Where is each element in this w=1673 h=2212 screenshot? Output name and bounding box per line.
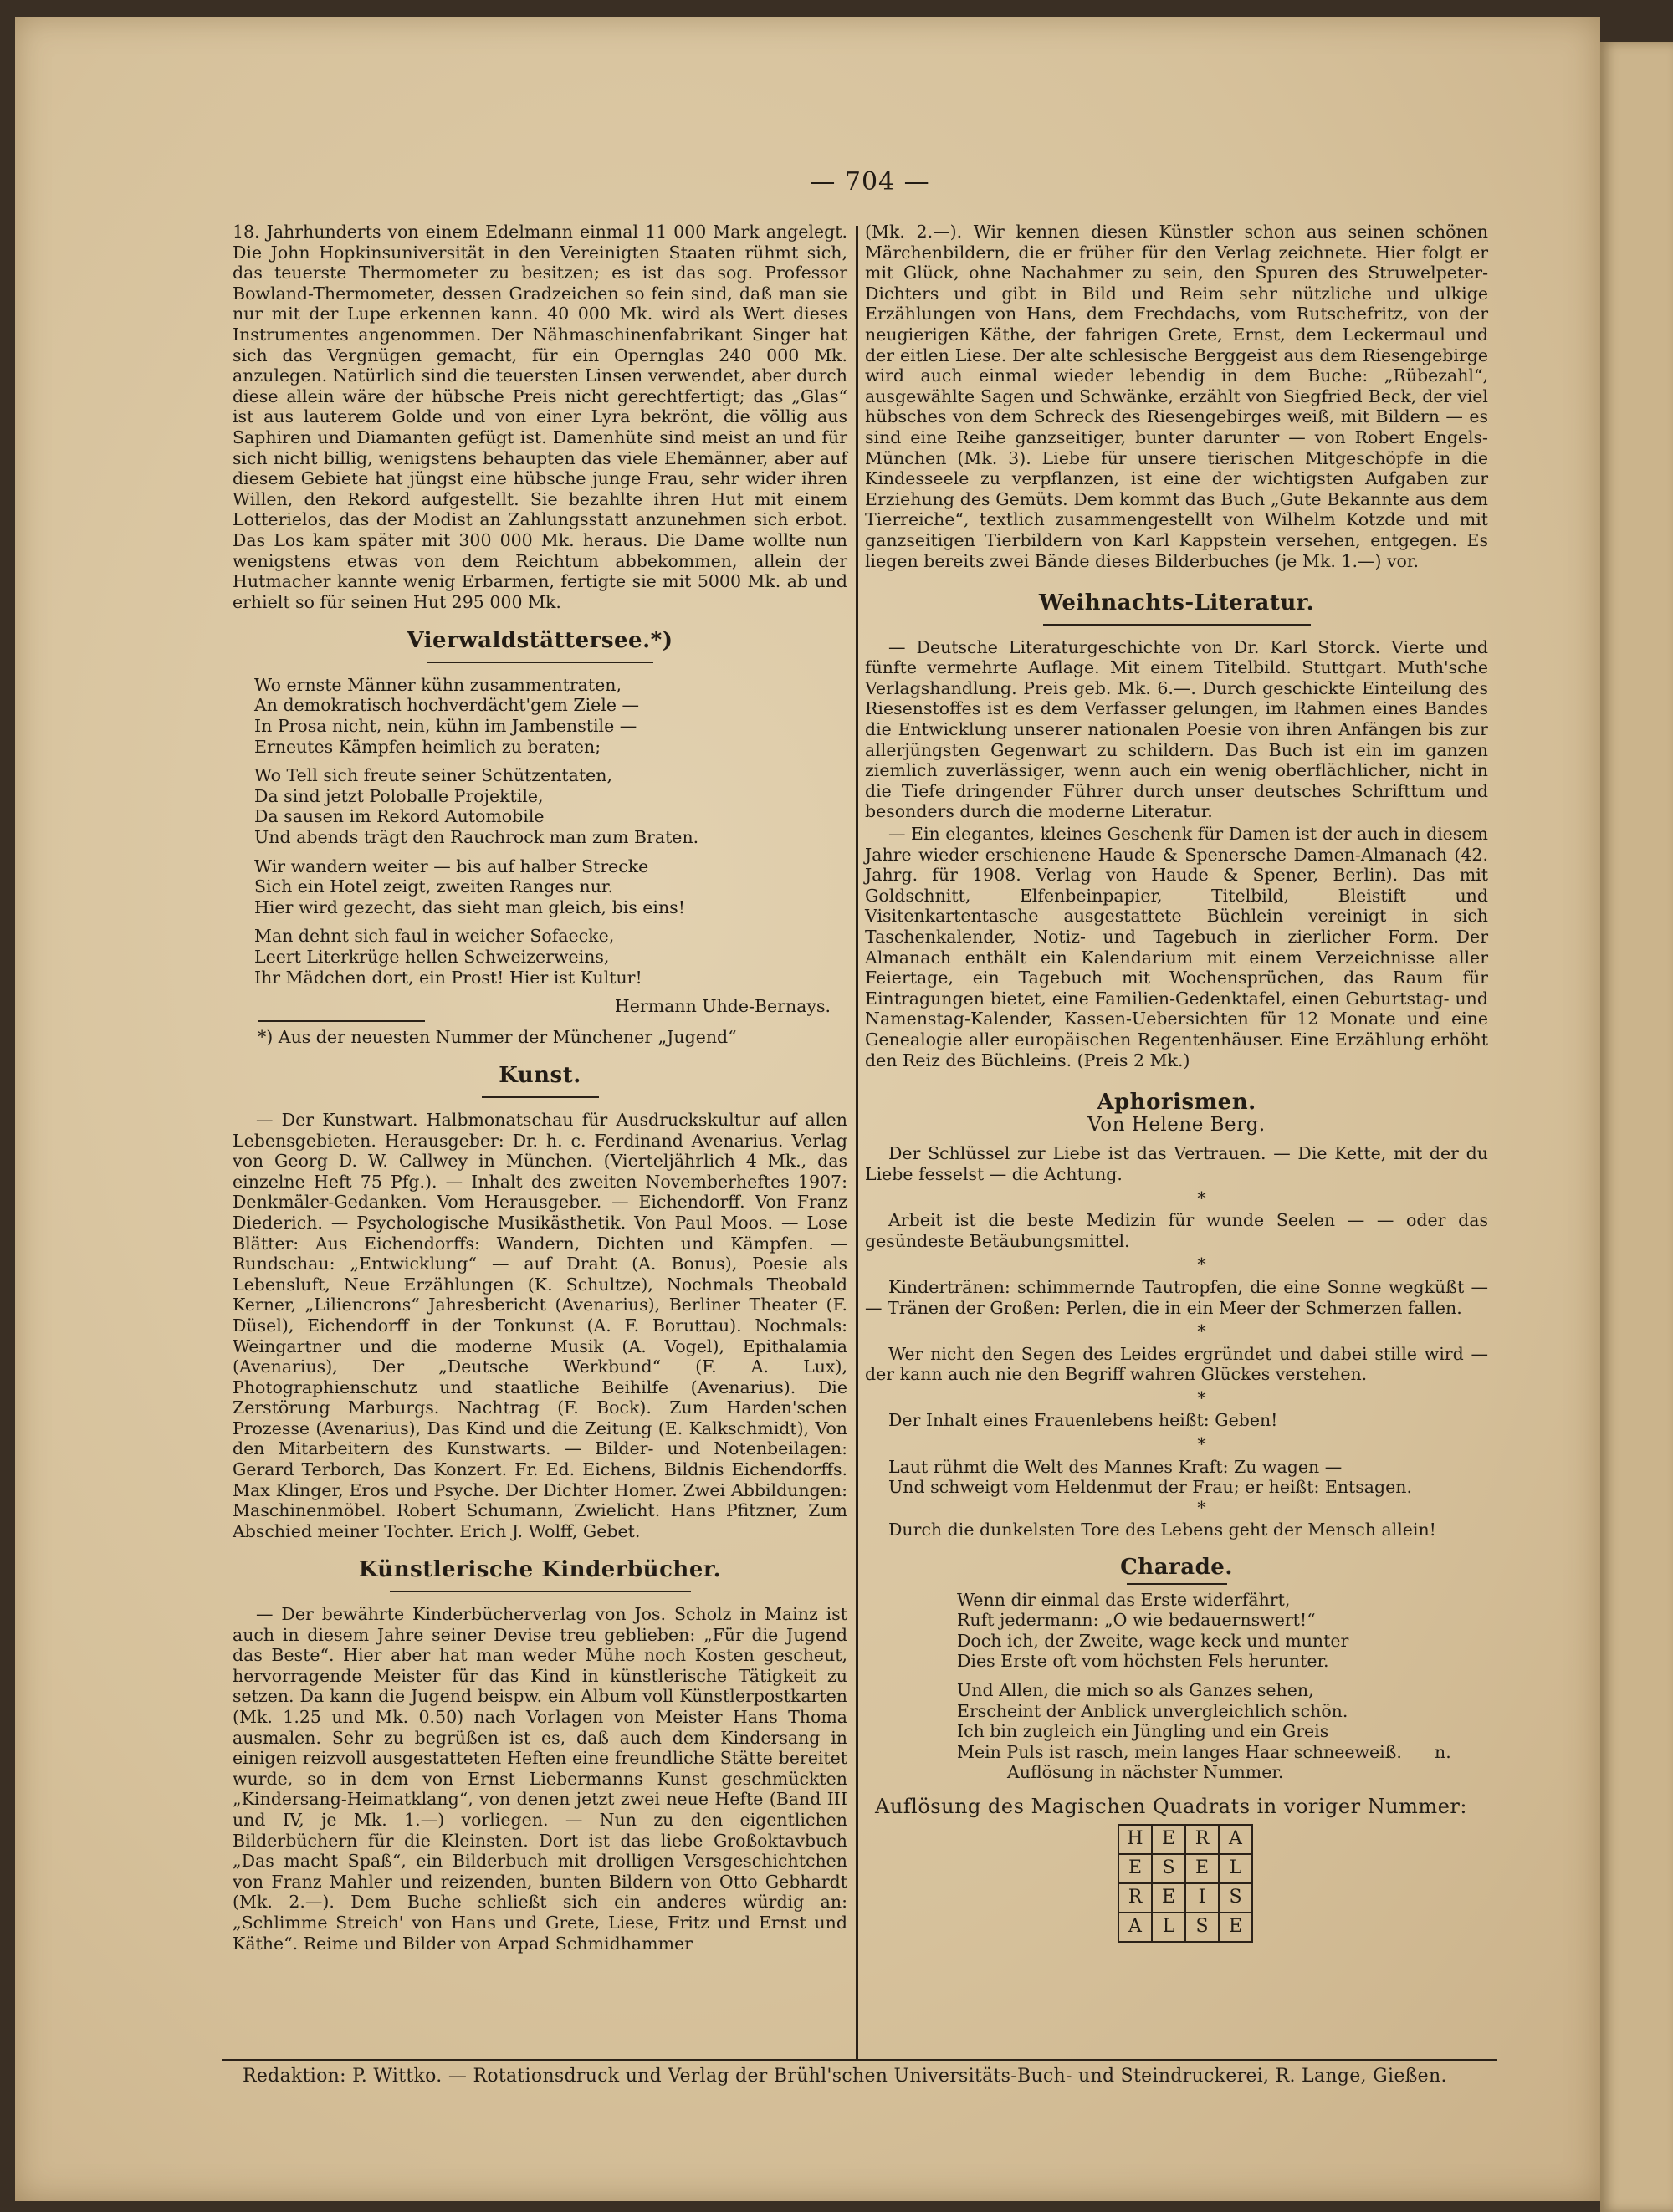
adjacent-page-edge xyxy=(1600,42,1673,2212)
couplet-line: Und schweigt vom Heldenmut der Frau; er heißt: Entsagen. xyxy=(888,1477,1412,1498)
separator-star: * xyxy=(1197,1254,1206,1275)
aphorism: Arbeit ist die beste Medizin für wunde Seelen — — oder das gesündeste Betäubungsmittel. xyxy=(865,1210,1488,1251)
poem-line: Und abends trägt den Rauchrock man zum Braten. xyxy=(254,827,699,848)
poem-author: Hermann Uhde-Bernays. xyxy=(614,996,831,1017)
magic-square-table xyxy=(1118,1824,1253,1943)
charade-line: Erscheint der Anblick unvergleichlich schön. xyxy=(957,1700,1348,1721)
left-column xyxy=(233,222,847,1955)
poem-line: Wir wandern weiter — bis auf halber Strecke xyxy=(254,856,649,876)
square-cell: E xyxy=(1185,1854,1219,1883)
separator-star: * xyxy=(1197,1188,1206,1208)
square-cell: S xyxy=(1219,1883,1252,1913)
weihnachts-title: Weihnachts-Literatur. xyxy=(1038,590,1315,616)
poem-stanza xyxy=(254,856,847,918)
charade-line: Mein Puls ist rasch, mein langes Haar schneeweiß. n. xyxy=(957,1741,1451,1762)
magic-square-title: Auflösung des Magischen Quadrats in voriger Nummer: xyxy=(875,1794,1467,1818)
poem-title: Vierwaldstättersee.*) xyxy=(407,628,673,654)
footnote: *) Aus der neuesten Nummer der Münchener „Jugend“ xyxy=(258,1026,737,1047)
charade-line: Ruft jedermann: „O wie bedauernswert!“ xyxy=(957,1610,1316,1631)
charade-title: Charade. xyxy=(1120,1555,1233,1581)
square-cell: E xyxy=(1152,1883,1185,1913)
poem-line: Erneutes Kämpfen heimlich zu beraten; xyxy=(254,736,601,757)
poem-line: Sich ein Hotel zeigt, zweiten Ranges nur. xyxy=(254,876,613,897)
column-divider xyxy=(856,226,858,2061)
charade-solution-note: Auflösung in nächster Nummer. xyxy=(1007,1762,1284,1783)
poem-line: Wo ernste Männer kühn zusammentraten, xyxy=(254,674,622,695)
footer-rule xyxy=(222,2059,1497,2061)
poem-line: Ihr Mädchen dort, ein Prost! Hier ist Kultur! xyxy=(254,967,642,988)
aphorismen-author: Von Helene Berg. xyxy=(1087,1113,1266,1136)
charade-line: Ich bin zugleich ein Jüngling und ein Greis xyxy=(957,1721,1329,1742)
charade-line: Und Allen, die mich so als Ganzes sehen, xyxy=(957,1680,1314,1700)
footnote-rule xyxy=(258,1020,425,1022)
weihnachts-article-1: — Deutsche Literaturgeschichte von Dr. Karl Storck. Vierte und fünfte vermehrte Auflage. Mit einem Titelbild. Stuttgart. Muth'sche Verlagshandlung. Preis geb. Mk. 6.—. Durch geschickte Einteilung des Riesenstoffes ist es dem Verfasser gelungen, im Rahmen eines Bandes die Entwicklung unserer nationalen Poesie von ihren Anfängen bis zur allerjüngsten Gegenwart zu schildern. Das Buch ist ein im ganzen ziemlich zuverlässiger, wenn auch ein wenig oberflächlicher, nicht in die Tiefe dringender Führer durch unser deutsches Schrifttum und besonders durch die moderne Literatur. xyxy=(865,636,1488,822)
heading-rule xyxy=(482,1096,599,1098)
square-cell: R xyxy=(1118,1883,1152,1913)
heading-rule xyxy=(1043,624,1311,626)
separator-star: * xyxy=(1197,1497,1206,1518)
weihnachts-article-2: — Ein elegantes, kleines Geschenk für Damen ist der auch in diesem Jahre wieder erschienene Haude & Spenersche Damen-Almanach (42. Jahrg. für 1908. Verlag von Haude & Spener, Berlin). Das mit Goldschnitt, Elfenbeinpapier, Titelbild, Bleistift und Visitenkartentasche ausgestattete Büchlein vereinigt in sich Taschenkalender, Notiz- und Tagebuch in zierlicher Form. Der Almanach enthält ein Kalendarium mit einem Verzeichnisse aller Feiertage, ein Tagebuch mit Wochensprüchen, das Raum für Eintragungen bietet, eine Familien-Gedenktafel, einen Geburtstag- und Namenstag-Kalender, Kassen-Uebersichten für 12 Monate und eine Genealogie aller europäischen Regentenhäuser. Eine Erzählung erhöht den Reiz des Büchleins. (Preis 2 Mk.) xyxy=(865,824,1488,1070)
poem-line: Wo Tell sich freute seiner Schützentaten, xyxy=(254,765,612,786)
square-cell: E xyxy=(1152,1825,1185,1854)
square-cell: L xyxy=(1219,1854,1252,1883)
poem-stanza xyxy=(254,926,847,988)
table-row xyxy=(1118,1883,1252,1913)
square-cell: L xyxy=(1152,1913,1185,1942)
poem-stanza xyxy=(254,765,847,847)
square-cell: I xyxy=(1185,1883,1219,1913)
right-column xyxy=(865,222,1488,1943)
poem-stanza xyxy=(254,675,847,757)
heading-rule xyxy=(427,662,653,663)
aphorism: Durch die dunkelsten Tore des Lebens geht der Mensch allein! xyxy=(888,1520,1436,1540)
square-cell: A xyxy=(1219,1825,1252,1854)
page-number: — 704 — xyxy=(810,167,930,197)
charade-poem xyxy=(957,1590,1488,1783)
aphorism: Der Inhalt eines Frauenlebens heißt: Geben! xyxy=(888,1410,1278,1431)
table-row xyxy=(1118,1825,1252,1854)
square-cell: A xyxy=(1118,1913,1152,1942)
kunst-article: — Der Kunstwart. Halbmonatschau für Ausdruckskultur auf allen Lebensgebieten. Herausgeber: Dr. h. c. Ferdinand Avenarius. Verlag von Georg D. W. Callwey in München. (Vierteljährlich 4 Mk., das einzelne Heft 75 Pfg.). — Inhalt des zweiten Novemberheftes 1907: Denkmäler-Gedanken. Vom Herausgeber. — Eichendorff. Von Franz Diederich. — Psychologische Musikästhetik. Von Paul Moos. — Lose Blätter: Aus Eichendorffs: Wandern, Dichten und Kämpfen. — Rundschau: „Entwicklung“ — auf Draht (A. Bonus), Poesie als Lebensluft, Neue Erzählungen (K. Schultze), Nochmals Theobald Kerner, „Liliencrons“ Jahresbericht (Avenarius), Berliner Theater (F. Düsel), Eichendorff in der Tonkunst (A. F. Boruttau). Nochmals: Weingartner und die moderne Musik (A. Vogel), Epithalamia (Avenarius), Der „Deutsche Werkbund“ (F. A. Lux), Photographienschutz und staatliche Beihilfe (Avenarius). Die Zerstörung Marburgs. Nachtrag (F. Bock). Zum Harden'schen Prozesse (Avenarius), Das Kind und die Zeitung (E. Kalkschmidt), Von den Mitarbeitern des Kunstwarts. — Bilder- und Notenbeilagen: Gerard Terborch, Das Konzert. Fr. Ed. Eichens, Bildnis Eichendorffs. Max Klinger, Eros und Psyche. Der Dichter Homer. Zwei Abbildungen: Maschinenmöbel. Robert Schumann, Zwielicht. Hans Pfitzner, Zum Abschied meiner Tochter. Erich J. Wolff, Gebet. xyxy=(233,1109,847,1541)
separator-star: * xyxy=(1197,1434,1206,1455)
kinderbuecher-continued: (Mk. 2.—). Wir kennen diesen Künstler schon aus seinen schönen Märchenbildern, die er früher für den Verlag zeichnete. Hier folgt er mit Glück, ohne Nachahmer zu sein, den Spuren des Struwelpeter-Dichters und gibt in Bild und Reim sehr nützliche und ulkige Erzählungen von Hans, dem Frechdachs, vom Rutschefritz, von der neugierigen Käthe, der fahrigen Grete, Ernst, dem Leckermaul und der eitlen Liese. Der alte schlesische Berggeist aus dem Riesengebirge wird auch einmal wieder lebendig in dem Buche: „Rübezahl“, ausgewählte Sagen und Schwänke, erzählt von Siegfried Beck, der viel hübsches von dem Schreck des Riesengebirges weiß, mit Bildern — es sind eine Reihe ganzseitiger, bunter darunter — von Robert Engels-München (Mk. 3). Liebe für unsere tierischen Mitgeschöpfe in die Kindesseele zu verpflanzen, ist eine der wichtigsten Aufgaben zur Erziehung des Gemüts. Dem kommt das Buch „Gute Bekannte aus dem Tierreiche“, textlich zusammengestellt von Wilhelm Kotzde und mit ganzseitigen Tierbildern von Karl Kappstein versehen, entgegen. Es liegen bereits zwei Bände dieses Bilderbuches (je Mk. 1.—) vor. xyxy=(865,222,1488,571)
charade-line: Wenn dir einmal das Erste widerfährt, xyxy=(957,1589,1291,1610)
poem-line: Hier wird gezecht, das sieht man gleich, bis eins! xyxy=(254,897,685,917)
square-cell: H xyxy=(1118,1825,1152,1854)
poem-line: In Prosa nicht, nein, kühn im Jambenstile — xyxy=(254,716,637,737)
aphorism-couplet xyxy=(888,1457,1488,1498)
square-cell: S xyxy=(1152,1854,1185,1883)
heading-rule xyxy=(1127,1583,1227,1585)
poem-line: Leert Literkrüge hellen Schweizerweins, xyxy=(254,947,610,967)
separator-star: * xyxy=(1197,1387,1206,1408)
charade-line: Doch ich, der Zweite, wage keck und munter xyxy=(957,1630,1349,1651)
kinderbuecher-article: — Der bewährte Kinderbücherverlag von Jos. Scholz in Mainz ist auch in diesem Jahre seiner Devise treu geblieben: „Für die Jugend das Beste“. Hier aber hat man weder Mühe noch Kosten gescheut, hervorragende Meister für das Kind in künstlerische Tätigkeit zu setzen. Da kann die Jugend beispw. ein Album voll Künstlerpostkarten (Mk. 1.25 und Mk. 0.50) nach Vorlagen von Meister Hans Thoma ausmalen. Sehr zu begrüßen ist es, daß auch dem Kindersang in einigen reizvoll ausgestatteten Heften eine freundliche Stätte bereitet wurde, so in dem von Ernst Liebermanns Kunst geschmückten „Kindersang-Heimatklang“, von denen jetzt zwei neue Hefte (Band III und IV, je Mk. 1.—) vorliegen. — Nun zu den eigentlichen Bilderbüchern für die Kleinsten. Dort ist das liebe Großoktavbuch „Das macht Spaß“, ein Bilderbuch mit drolligen Versgeschichtchen von Franz Mahler und reizenden, bunten Bildern von Otto Gebhardt (Mk. 2.—). Dem Buche schließt sich ein anderes würdig an: „Schlimme Streich' von Hans und Grete, Liese, Fritz und Ernst und Käthe“. Reime und Bilder von Arpad Schmidhammer xyxy=(233,1604,847,1954)
aphorism: Wer nicht den Segen des Leides ergründet und dabei stille wird — der kann auch nie den Begriff wahren Glückes verstehen. xyxy=(865,1343,1488,1385)
aphorism: Kindertränen: schimmernde Tautropfen, die eine Sonne wegküßt — — Tränen der Großen: Perlen, die in ein Meer der Schmerzen fallen. xyxy=(865,1276,1488,1318)
intro-article: 18. Jahrhunderts von einem Edelmann einmal 11 000 Mark angelegt. Die John Hopkinsuniversität in den Vereinigten Staaten rühmt sich, das teuerste Thermometer zu besitzen; es ist das sog. Professor Bowland-Thermometer, dessen Gradzeichen so fein sind, daß man sie nur mit der Lupe erkennen kann. 40 000 Mk. wird als Wert dieses Instrumentes angenommen. Der Nähmaschinenfabrikant Singer hat sich das Vergnügen gemacht, für ein Opernglas 240 000 Mk. anzulegen. Natürlich sind die teuersten Linsen verwendet, aber durch diese allein wäre der hübsche Preis nicht gerechtfertigt; das „Glas“ ist aus lauterem Golde und von einer Lyra bekrönt, die völlig aus Saphiren und Diamanten gefügt ist. Damenhüte sind meist an und für sich nicht billig, wenigstens behaupten das viele Ehemänner, aber auf diesem Gebiete hat jüngst eine hübsche junge Frau, sehr wider ihren Willen, den Rekord aufgestellt. Sie bezahlte ihren Hut mit einem Lotterielos, das der Modist an Zahlungsstatt anzunehmen sich erbot. Das Los kam später mit 300 000 Mk. heraus. Die Dame wollte nun wenigstens etwas von dem Reichtum abbekommen, allein der Hutmacher kannte wenig Erbarmen, fertigte sie mit 5000 Mk. ab und erhielt so für seinen Hut 295 000 Mk. xyxy=(233,222,847,612)
aphorism: Der Schlüssel zur Liebe ist das Vertrauen. — Die Kette, mit der du Liebe fesselst — die Achtung. xyxy=(865,1143,1488,1184)
square-cell: E xyxy=(1219,1913,1252,1942)
table-row xyxy=(1118,1913,1252,1942)
kunst-title: Kunst. xyxy=(499,1063,581,1089)
square-cell: R xyxy=(1185,1825,1219,1854)
poem-line: An demokratisch hochverdächt'gem Ziele — xyxy=(254,695,640,716)
heading-rule xyxy=(390,1591,691,1592)
poem-line: Man dehnt sich faul in weicher Sofaecke, xyxy=(254,926,615,947)
poem xyxy=(254,675,847,988)
separator-star: * xyxy=(1197,1321,1206,1342)
kinderbuecher-title: Künstlerische Kinderbücher. xyxy=(358,1557,722,1583)
square-cell: E xyxy=(1118,1854,1152,1883)
poem-line: Da sind jetzt Poloballe Projektile, xyxy=(254,785,544,806)
stanza-gap xyxy=(957,1672,1488,1680)
poem-line: Da sausen im Rekord Automobile xyxy=(254,806,545,827)
table-row xyxy=(1118,1854,1252,1883)
couplet-line: Laut rühmt die Welt des Mannes Kraft: Zu wagen — xyxy=(888,1456,1343,1477)
imprint-footer: Redaktion: P. Wittko. — Rotationsdruck und Verlag der Brühl'schen Universitäts-Buch- und Steindruckerei, R. Lange, Gießen. xyxy=(243,2066,1447,2087)
aphorismen-title: Aphorismen. xyxy=(1097,1090,1256,1116)
charade-line: Dies Erste oft vom höchsten Fels herunter. xyxy=(957,1651,1329,1672)
square-cell: S xyxy=(1185,1913,1219,1942)
